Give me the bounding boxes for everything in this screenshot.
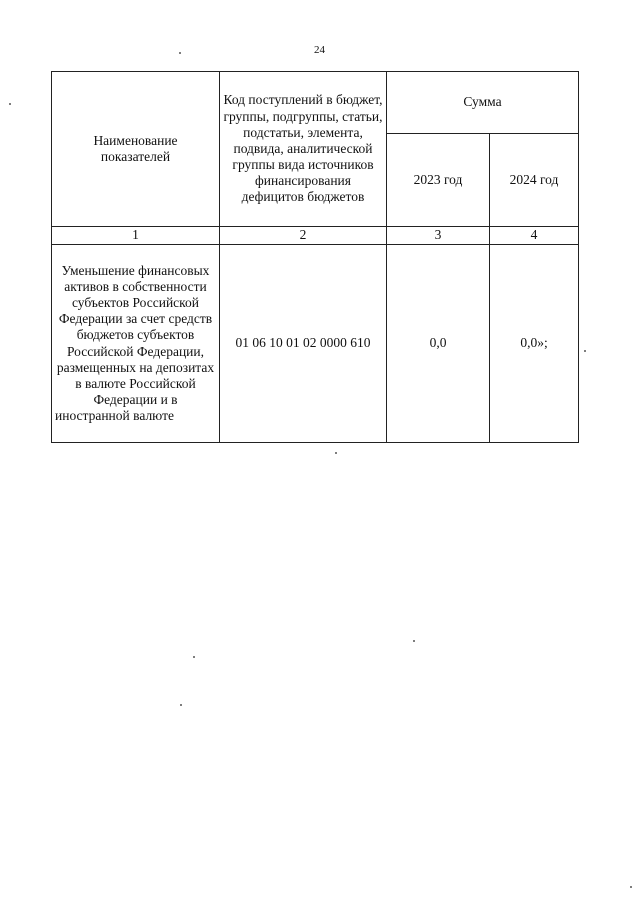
scan-speck xyxy=(179,52,181,54)
financing-sources-table xyxy=(51,71,579,443)
page-number: 24 xyxy=(314,44,325,56)
column-number-1: 1 xyxy=(52,227,220,245)
column-number-2: 2 xyxy=(220,227,387,245)
column-number-row xyxy=(52,227,579,245)
header-name: Наименование показателей xyxy=(52,72,220,227)
header-row-top xyxy=(52,72,579,134)
scan-speck xyxy=(180,704,182,706)
scan-speck xyxy=(335,452,337,454)
header-year-2024: 2024 год xyxy=(490,134,579,227)
scan-speck xyxy=(584,350,586,352)
scan-speck xyxy=(630,886,632,888)
column-number-3: 3 xyxy=(387,227,490,245)
scan-speck xyxy=(193,656,195,658)
row-value-2024: 0,0»; xyxy=(490,245,579,443)
header-sum: Сумма xyxy=(387,72,579,134)
header-year-2023: 2023 год xyxy=(387,134,490,227)
header-code: Код поступлений в бюджет, группы, подгруппы, статьи, подстатьи, элемента, подвида, аналитической группы вида источников финансирования дефицитов бюджетов xyxy=(220,72,387,227)
scan-speck xyxy=(413,640,415,642)
scan-speck xyxy=(9,103,11,105)
row-value-2023: 0,0 xyxy=(387,245,490,443)
column-number-4: 4 xyxy=(490,227,579,245)
row-name: Уменьшение финансовых активов в собственности субъектов Российской Федерации за счет средств бюджетов субъектов Российской Федерации, размещенных на депозитах в валюте Российской Федерации и в иностранной валюте xyxy=(52,245,220,443)
row-code: 01 06 10 01 02 0000 610 xyxy=(220,245,387,443)
table-row xyxy=(52,245,579,443)
